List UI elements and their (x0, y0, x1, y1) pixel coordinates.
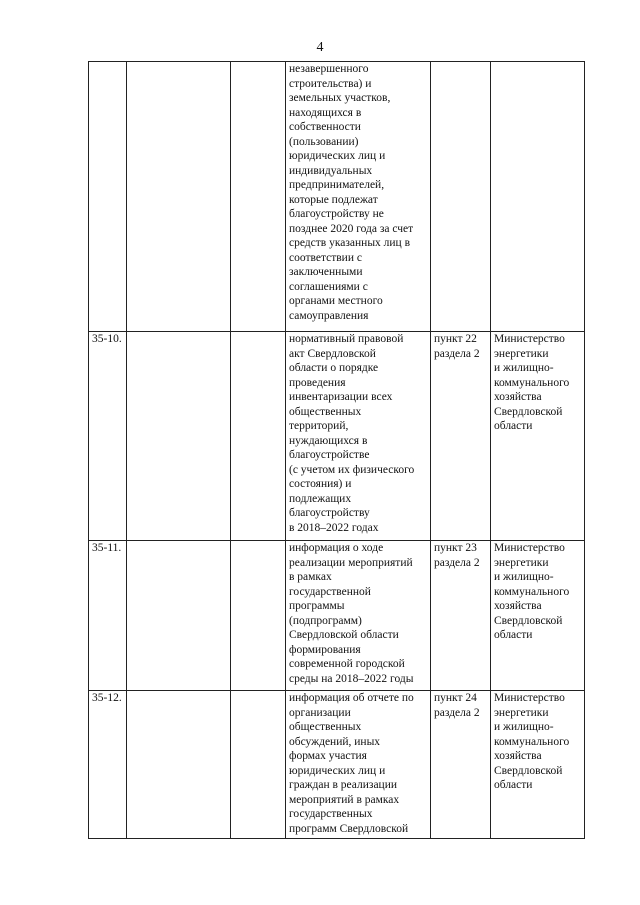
document-description-cell: незавершенного строительства) и земельных участков, находящихся в собственности (пользовании) юридических лиц и индивидуальных предпринимателей, которые подлежат благоустройству не позднее 2020 года за счет средств указанных лиц в соответствии с заключенными соглашениями с органами местного самоуправления (286, 62, 431, 332)
table-row (89, 332, 585, 541)
table-row (89, 691, 585, 839)
responsible-body-cell (491, 62, 585, 332)
table-row (89, 62, 585, 332)
table-row (89, 541, 585, 691)
responsible-body-cell: Министерство энергетики и жилищно- коммунального хозяйства Свердловской области (491, 691, 585, 839)
reference-cell: пункт 22 раздела 2 (431, 332, 491, 541)
reference-cell: пункт 24 раздела 2 (431, 691, 491, 839)
empty-cell (127, 332, 231, 541)
empty-cell (127, 691, 231, 839)
empty-cell (231, 541, 286, 691)
row-number-cell: 35-12. (89, 691, 127, 839)
document-description-cell: нормативный правовой акт Свердловской области о порядке проведения инвентаризации всех общественных территорий, нуждающихся в благоустройстве (с учетом их физического состояния) и подлежащих благоустройству в 2018–2022 годах (286, 332, 431, 541)
empty-cell (231, 332, 286, 541)
document-description-cell: информация об отчете по организации общественных обсуждений, иных формах участия юридических лиц и граждан в реализации мероприятий в рамках государственных программ Свердловской (286, 691, 431, 839)
empty-cell (127, 62, 231, 332)
document-table (88, 61, 585, 839)
row-number-cell: 35-11. (89, 541, 127, 691)
empty-cell (231, 691, 286, 839)
empty-cell (127, 541, 231, 691)
reference-cell: пункт 23 раздела 2 (431, 541, 491, 691)
document-description-cell: информация о ходе реализации мероприятий в рамках государственной программы (подпрограмм) Свердловской области формирования современной городской среды на 2018–2022 годы (286, 541, 431, 691)
page-number: 4 (316, 40, 324, 55)
reference-cell (431, 62, 491, 332)
row-number-cell (89, 62, 127, 332)
empty-cell (231, 62, 286, 332)
responsible-body-cell: Министерство энергетики и жилищно- коммунального хозяйства Свердловской области (491, 332, 585, 541)
responsible-body-cell: Министерство энергетики и жилищно- коммунального хозяйства Свердловской области (491, 541, 585, 691)
row-number-cell: 35-10. (89, 332, 127, 541)
